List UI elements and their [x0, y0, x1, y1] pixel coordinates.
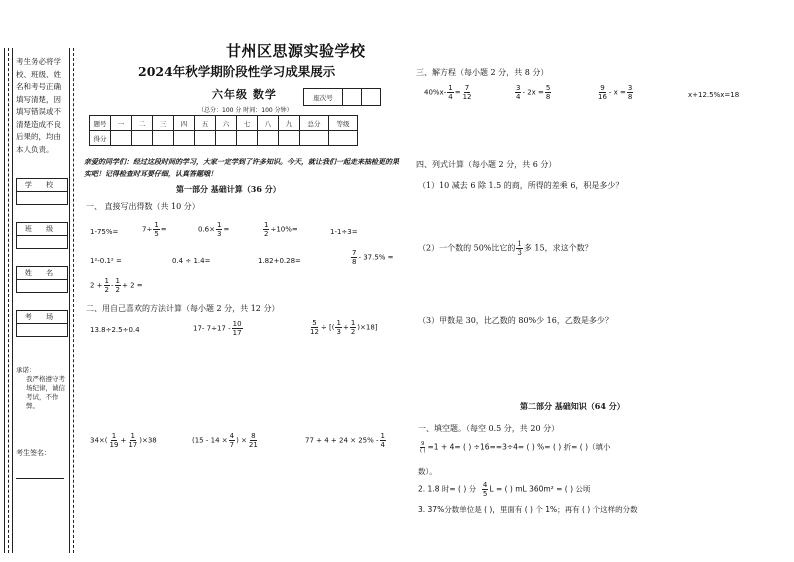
name-label: 姓 名: [17, 267, 67, 280]
strip-rail-dashed: [8, 48, 9, 553]
score-header-cell: 二: [132, 116, 153, 131]
score-cell[interactable]: [279, 131, 300, 146]
signature-line[interactable]: [16, 478, 64, 479]
score-header-cell: 题号: [90, 116, 111, 131]
binding-strip: [4, 48, 68, 553]
word-problem: （2）一个数的 50%比它的 $\frac{1}{3}$ 多 15，求这个数？: [418, 240, 593, 257]
score-cell[interactable]: [132, 131, 153, 146]
exam-room-field[interactable]: [16, 310, 68, 337]
score-cell[interactable]: [237, 131, 258, 146]
strip-rail: [4, 48, 5, 553]
school-field[interactable]: [16, 178, 68, 205]
equation-item: $\frac{9}{16}$ - x = $\frac{3}{8}$: [598, 84, 633, 101]
school-title: 甘州区思源实验学校: [226, 42, 366, 60]
score-header-cell: 总分: [300, 116, 329, 131]
word-problem: （3）甲数是 30，比乙数的 80%少 16，乙数是多少？: [418, 316, 613, 325]
grade-subject: 六年级 数学: [212, 88, 277, 101]
exam-room-label: 考 场: [17, 311, 67, 324]
q2-title: 二、用自己喜欢的方法计算（每小题 2 分，共 12 分）: [86, 304, 280, 313]
calc-item: 0.4 ÷ 1.4=: [172, 257, 211, 265]
exam-title: 2024年秋学期阶段性学习成果展示: [138, 64, 336, 79]
calc-item: 1²-0.1² =: [90, 257, 122, 265]
q1-title: 一、 直接写出得数（共 10 分）: [86, 202, 200, 211]
seat-cell[interactable]: [362, 89, 381, 106]
score-cell[interactable]: [174, 131, 195, 146]
score-cell[interactable]: [258, 131, 279, 146]
score-header-cell: 七: [237, 116, 258, 131]
strip-pledge: 承诺： 我严格遵守考场纪律，诚信考试，不作弊。: [16, 366, 65, 410]
calc-item: 34×( $\frac{1}{19}$ + $\frac{1}{17}$ )×38: [90, 432, 157, 449]
calc-item: 17- 7÷17 - $\frac{10}{17}$: [193, 320, 242, 337]
calc-item: 1-75%=: [90, 228, 119, 236]
class-field[interactable]: [16, 222, 68, 249]
fill-item: $\frac{9}{( )}$ =1 + 4= ( ) ÷16==3÷4= ( ) %= ( ) 折= ( )（填小: [420, 441, 611, 454]
word-problem: （1）10 减去 6 除 1.5 的商，所得的差乘 6，积是多少？: [418, 181, 624, 190]
calc-item: $\frac{7}{8}$ - 37.5% =: [352, 249, 394, 266]
seat-number-box: [303, 88, 381, 106]
strip-rail: [69, 48, 70, 553]
score-table: [89, 115, 358, 146]
score-header-cell: 一: [111, 116, 132, 131]
score-header-cell: 五: [195, 116, 216, 131]
name-field[interactable]: [16, 266, 68, 293]
class-label: 班 级: [17, 223, 67, 236]
school-label: 学 校: [17, 179, 67, 192]
calc-item: 0.6× $\frac{1}{3}$ =: [198, 221, 230, 238]
strip-rail: [12, 48, 13, 553]
q4-title: 四、列式计算（每小题 2 分，共 6 分）: [416, 160, 557, 169]
score-cell[interactable]: [329, 131, 358, 146]
score-cell[interactable]: [216, 131, 237, 146]
seat-cell[interactable]: [343, 89, 362, 106]
calc-item: 77 + 4 + 24 × 25% - $\frac{1}{4}$: [305, 432, 385, 449]
score-header-cell: 等级: [329, 116, 358, 131]
equation-item: x+12.5%x=18: [688, 91, 740, 99]
calc-item: 1-1÷3=: [330, 228, 358, 236]
part2-title: 第二部分 基础知识（64 分）: [520, 401, 625, 411]
equation-item: $\frac{3}{4}$ - 2x = $\frac{5}{8}$: [516, 84, 551, 101]
score-cell[interactable]: [195, 131, 216, 146]
calc-item: (15 - 14 × $\frac{4}{7}$ ) × $\frac{8}{21}$: [192, 432, 258, 449]
score-cell[interactable]: [300, 131, 329, 146]
part1-title: 第一部分 基础计算（36 分）: [176, 184, 281, 194]
calc-item: 7÷ $\frac{1}{5}$ =: [142, 221, 167, 238]
equation-item: 40%x- $\frac{1}{4}$ = $\frac{7}{12}$: [424, 84, 472, 101]
score-header-cell: 四: [174, 116, 195, 131]
strip-rail-dashed: [73, 48, 74, 553]
seat-label: 座次号: [304, 89, 343, 106]
fill-item: 数）。: [418, 467, 437, 476]
strip-instructions: 考生务必将学校、班级、姓名和考号正确填写清楚，因填写错误或不清楚造成不良后果的，均由本人负责。: [16, 57, 61, 154]
calc-item: 13.8÷2.5÷0.4: [90, 326, 140, 334]
score-header-cell: 九: [279, 116, 300, 131]
exam-meta: （总分：100 分 时间：100 分钟）: [198, 107, 293, 114]
q3-title: 三、解方程（每小题 2 分，共 8 分）: [416, 68, 549, 77]
calc-item: $\frac{5}{12}$ ÷ [( $\frac{1}{3}$ + $\frac{1}{2}$ )×18]: [310, 319, 378, 336]
score-cell[interactable]: [111, 131, 132, 146]
calc-item: $\frac{1}{2}$ ÷10%=: [264, 221, 298, 238]
score-header-cell: 八: [258, 116, 279, 131]
fill-item: 2. 1.8 时= ( ) 分 $\frac{4}{5}$ L = ( ) mL 360m² = ( ) 公顷: [418, 481, 591, 498]
score-row-label: 得分: [90, 131, 111, 146]
score-header-cell: 三: [153, 116, 174, 131]
score-cell[interactable]: [153, 131, 174, 146]
intro-text: 亲爱的同学们：经过这段时间的学习，大家一定学到了许多知识。今天，就让我们一起走来抽检更的果实吧！记得检查时耳要仔细，认真答题哦！: [84, 157, 399, 178]
score-header-cell: 六: [216, 116, 237, 131]
calc-item: 1.82+0.28=: [258, 257, 301, 265]
signature-label: 考生签名：: [16, 449, 51, 457]
calc-item: 2 + $\frac{1}{2}$ - $\frac{1}{2}$ + 2 =: [90, 277, 143, 294]
fill-item: 3. 37%分数单位是 ( )，里面有 ( ) 个 1%；再有 ( ) 个这样的分数: [418, 505, 638, 514]
fill-title: 一、填空题。（每空 0.5 分，共 20 分）: [418, 424, 560, 433]
